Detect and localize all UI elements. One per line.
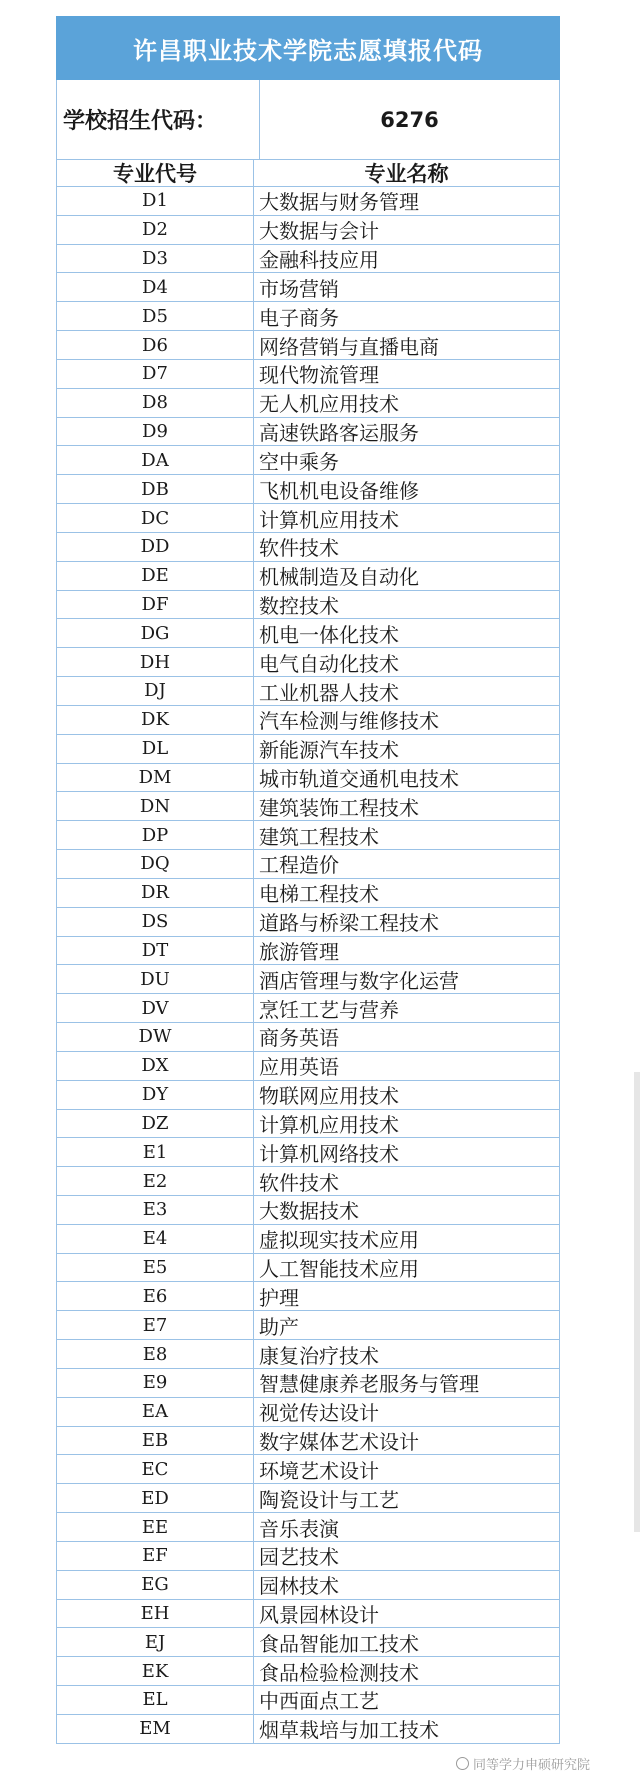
table-row: [56, 331, 560, 360]
major-code: E6: [57, 1282, 254, 1310]
table-row: [56, 1455, 560, 1484]
major-name: 烟草栽培与加工技术: [259, 1718, 439, 1743]
major-name: 工程造价: [259, 853, 339, 878]
major-name: 大数据与财务管理: [259, 190, 419, 215]
major-name: 计算机应用技术: [259, 507, 399, 532]
major-code: DB: [57, 475, 254, 503]
table-row: [56, 389, 560, 418]
major-name: 机电一体化技术: [259, 622, 399, 647]
table-row: [56, 1081, 560, 1110]
major-name: 数控技术: [259, 594, 339, 619]
major-code: E1: [57, 1138, 254, 1166]
major-code: E5: [57, 1254, 254, 1282]
major-code: D3: [57, 245, 254, 273]
table-row: [56, 1282, 560, 1311]
major-name: 风景园林设计: [259, 1603, 379, 1627]
table-row: [56, 735, 560, 764]
major-code: DK: [57, 706, 254, 734]
major-code: ED: [57, 1484, 254, 1512]
major-name: 食品智能加工技术: [259, 1631, 419, 1656]
table-title: 许昌职业技术学院志愿填报代码: [56, 16, 560, 80]
major-code: EB: [57, 1427, 254, 1455]
major-name: 建筑装饰工程技术: [259, 795, 419, 820]
major-name: 电子商务: [259, 305, 339, 330]
major-name: 计算机网络技术: [259, 1141, 399, 1166]
table-row: [56, 937, 560, 966]
major-code: D9: [57, 418, 254, 446]
major-name: 商务英语: [259, 1026, 339, 1051]
major-name: 城市轨道交通机电技术: [259, 766, 459, 791]
table-row: [56, 1398, 560, 1427]
major-code: E3: [57, 1196, 254, 1224]
major-name: 道路与桥梁工程技术: [259, 911, 439, 936]
table-row: [56, 1628, 560, 1657]
table-row: [56, 446, 560, 475]
major-code: EH: [57, 1600, 254, 1628]
major-code: DV: [57, 994, 254, 1022]
major-code: E2: [57, 1167, 254, 1195]
major-name: 现代物流管理: [259, 363, 379, 388]
major-name: 园林技术: [259, 1574, 339, 1599]
table-row: [56, 1052, 560, 1081]
table-header: [56, 160, 560, 187]
major-name: 电气自动化技术: [259, 651, 399, 676]
major-code: DJ: [57, 677, 254, 705]
table-row: [56, 965, 560, 994]
major-name: 无人机应用技术: [259, 392, 399, 417]
major-list: [56, 187, 560, 1744]
major-name: 空中乘务: [259, 449, 339, 474]
major-code: EA: [57, 1398, 254, 1426]
table-row: [56, 706, 560, 735]
major-name: 市场营销: [259, 276, 339, 301]
table-row: [56, 648, 560, 677]
major-code: D2: [57, 216, 254, 244]
table-row: [56, 1513, 560, 1542]
table-row: [56, 418, 560, 447]
major-name: 智慧健康养老服务与管理: [259, 1372, 479, 1397]
major-code: E8: [57, 1340, 254, 1368]
major-code: E4: [57, 1225, 254, 1253]
column-header-code: 专业代号: [57, 160, 254, 186]
major-code: D4: [57, 273, 254, 301]
major-name: 酒店管理与数字化运营: [259, 968, 459, 993]
major-name: 高速铁路客运服务: [259, 421, 419, 446]
table-row: [56, 1657, 560, 1686]
table-row: [56, 1023, 560, 1052]
table-row: [56, 850, 560, 879]
major-name: 音乐表演: [259, 1516, 339, 1541]
major-name: 环境艺术设计: [259, 1458, 379, 1483]
major-name: 软件技术: [259, 536, 339, 561]
major-name: 旅游管理: [259, 939, 339, 964]
major-code: DQ: [57, 850, 254, 878]
major-name: 新能源汽车技术: [259, 738, 399, 763]
major-code: D8: [57, 389, 254, 417]
major-name: 软件技术: [259, 1170, 339, 1195]
table-row: [56, 1196, 560, 1225]
major-code: DN: [57, 792, 254, 820]
watermark: [456, 1754, 590, 1773]
major-name: 机械制造及自动化: [259, 565, 419, 590]
table-row: [56, 1542, 560, 1571]
table-row: [56, 879, 560, 908]
table-row: [56, 504, 560, 533]
major-code: DY: [57, 1081, 254, 1109]
major-code: DU: [57, 965, 254, 993]
major-name: 数字媒体艺术设计: [259, 1430, 419, 1455]
major-code: DP: [57, 821, 254, 849]
major-code: DW: [57, 1023, 254, 1051]
table-row: [56, 1340, 560, 1369]
table-row: [56, 792, 560, 821]
major-name: 计算机应用技术: [259, 1112, 399, 1137]
major-name: 物联网应用技术: [259, 1084, 399, 1109]
major-name: 陶瓷设计与工艺: [259, 1487, 399, 1512]
table-row: [56, 475, 560, 504]
major-code: D5: [57, 302, 254, 330]
major-name: 网络营销与直播电商: [259, 334, 439, 359]
table-row: [56, 764, 560, 793]
major-name: 护理: [259, 1285, 299, 1310]
table-row: [56, 1225, 560, 1254]
major-name: 虚拟现实技术应用: [259, 1228, 419, 1253]
major-code: DM: [57, 764, 254, 792]
major-code: DG: [57, 619, 254, 647]
major-code: EC: [57, 1455, 254, 1483]
table-row: [56, 1110, 560, 1139]
major-code: DR: [57, 879, 254, 907]
major-code: EE: [57, 1513, 254, 1541]
major-name: 汽车检测与维修技术: [259, 709, 439, 734]
major-code: D6: [57, 331, 254, 359]
table-row: [56, 994, 560, 1023]
major-name: 应用英语: [259, 1055, 339, 1080]
major-name: 建筑工程技术: [259, 824, 379, 849]
major-code: DF: [57, 591, 254, 619]
table-row: [56, 908, 560, 937]
table-row: [56, 1686, 560, 1715]
major-code: DL: [57, 735, 254, 763]
scrollbar[interactable]: [634, 1072, 640, 1532]
table-row: [56, 1167, 560, 1196]
table-row: [56, 1715, 560, 1744]
major-code: D7: [57, 360, 254, 388]
major-code: E9: [57, 1369, 254, 1397]
admission-code-table: [56, 16, 560, 1744]
table-row: [56, 273, 560, 302]
major-name: 人工智能技术应用: [259, 1257, 419, 1282]
table-row: [56, 1427, 560, 1456]
major-code: D1: [57, 187, 254, 215]
major-code: EM: [57, 1715, 254, 1743]
major-name: 工业机器人技术: [259, 680, 399, 705]
table-row: [56, 1484, 560, 1513]
table-row: [56, 1311, 560, 1340]
table-row: [56, 216, 560, 245]
major-code: DD: [57, 533, 254, 561]
major-name: 电梯工程技术: [259, 882, 379, 907]
table-row: [56, 1254, 560, 1283]
table-row: [56, 1571, 560, 1600]
table-row: [56, 187, 560, 216]
major-name: 大数据与会计: [259, 219, 379, 244]
major-code: EJ: [57, 1628, 254, 1656]
table-row: [56, 1369, 560, 1398]
major-code: EF: [57, 1542, 254, 1570]
table-row: [56, 1138, 560, 1167]
table-row: [56, 302, 560, 331]
major-code: EG: [57, 1571, 254, 1599]
table-row: [56, 245, 560, 274]
watermark-text: 同等学力申硕研究院: [473, 1758, 591, 1773]
major-name: 助产: [259, 1314, 299, 1339]
major-code: DT: [57, 937, 254, 965]
major-code: DZ: [57, 1110, 254, 1138]
major-name: 食品检验检测技术: [259, 1660, 419, 1685]
school-code-row: [56, 80, 560, 160]
major-name: 烹饪工艺与营养: [259, 997, 399, 1022]
major-code: DS: [57, 908, 254, 936]
table-row: [56, 619, 560, 648]
table-row: [56, 562, 560, 591]
major-code: DC: [57, 504, 254, 532]
table-row: [56, 821, 560, 850]
table-row: [56, 533, 560, 562]
column-header-name: 专业名称: [364, 162, 449, 186]
major-name: 中西面点工艺: [259, 1689, 379, 1714]
major-code: DX: [57, 1052, 254, 1080]
major-name: 视觉传达设计: [259, 1401, 379, 1426]
table-row: [56, 1600, 560, 1629]
major-code: DE: [57, 562, 254, 590]
major-code: EK: [57, 1657, 254, 1685]
major-name: 康复治疗技术: [259, 1343, 379, 1368]
major-name: 飞机机电设备维修: [259, 478, 419, 503]
school-code-label: 学校招生代码：: [57, 80, 260, 159]
major-name: 大数据技术: [259, 1199, 359, 1224]
major-code: DH: [57, 648, 254, 676]
wechat-icon: [456, 1757, 469, 1770]
major-code: EL: [57, 1686, 254, 1714]
table-row: [56, 677, 560, 706]
table-row: [56, 591, 560, 620]
major-code: E7: [57, 1311, 254, 1339]
major-name: 金融科技应用: [259, 248, 379, 273]
major-name: 园艺技术: [259, 1545, 339, 1570]
table-row: [56, 360, 560, 389]
major-code: DA: [57, 446, 254, 474]
school-code-value: 6276: [380, 107, 439, 132]
